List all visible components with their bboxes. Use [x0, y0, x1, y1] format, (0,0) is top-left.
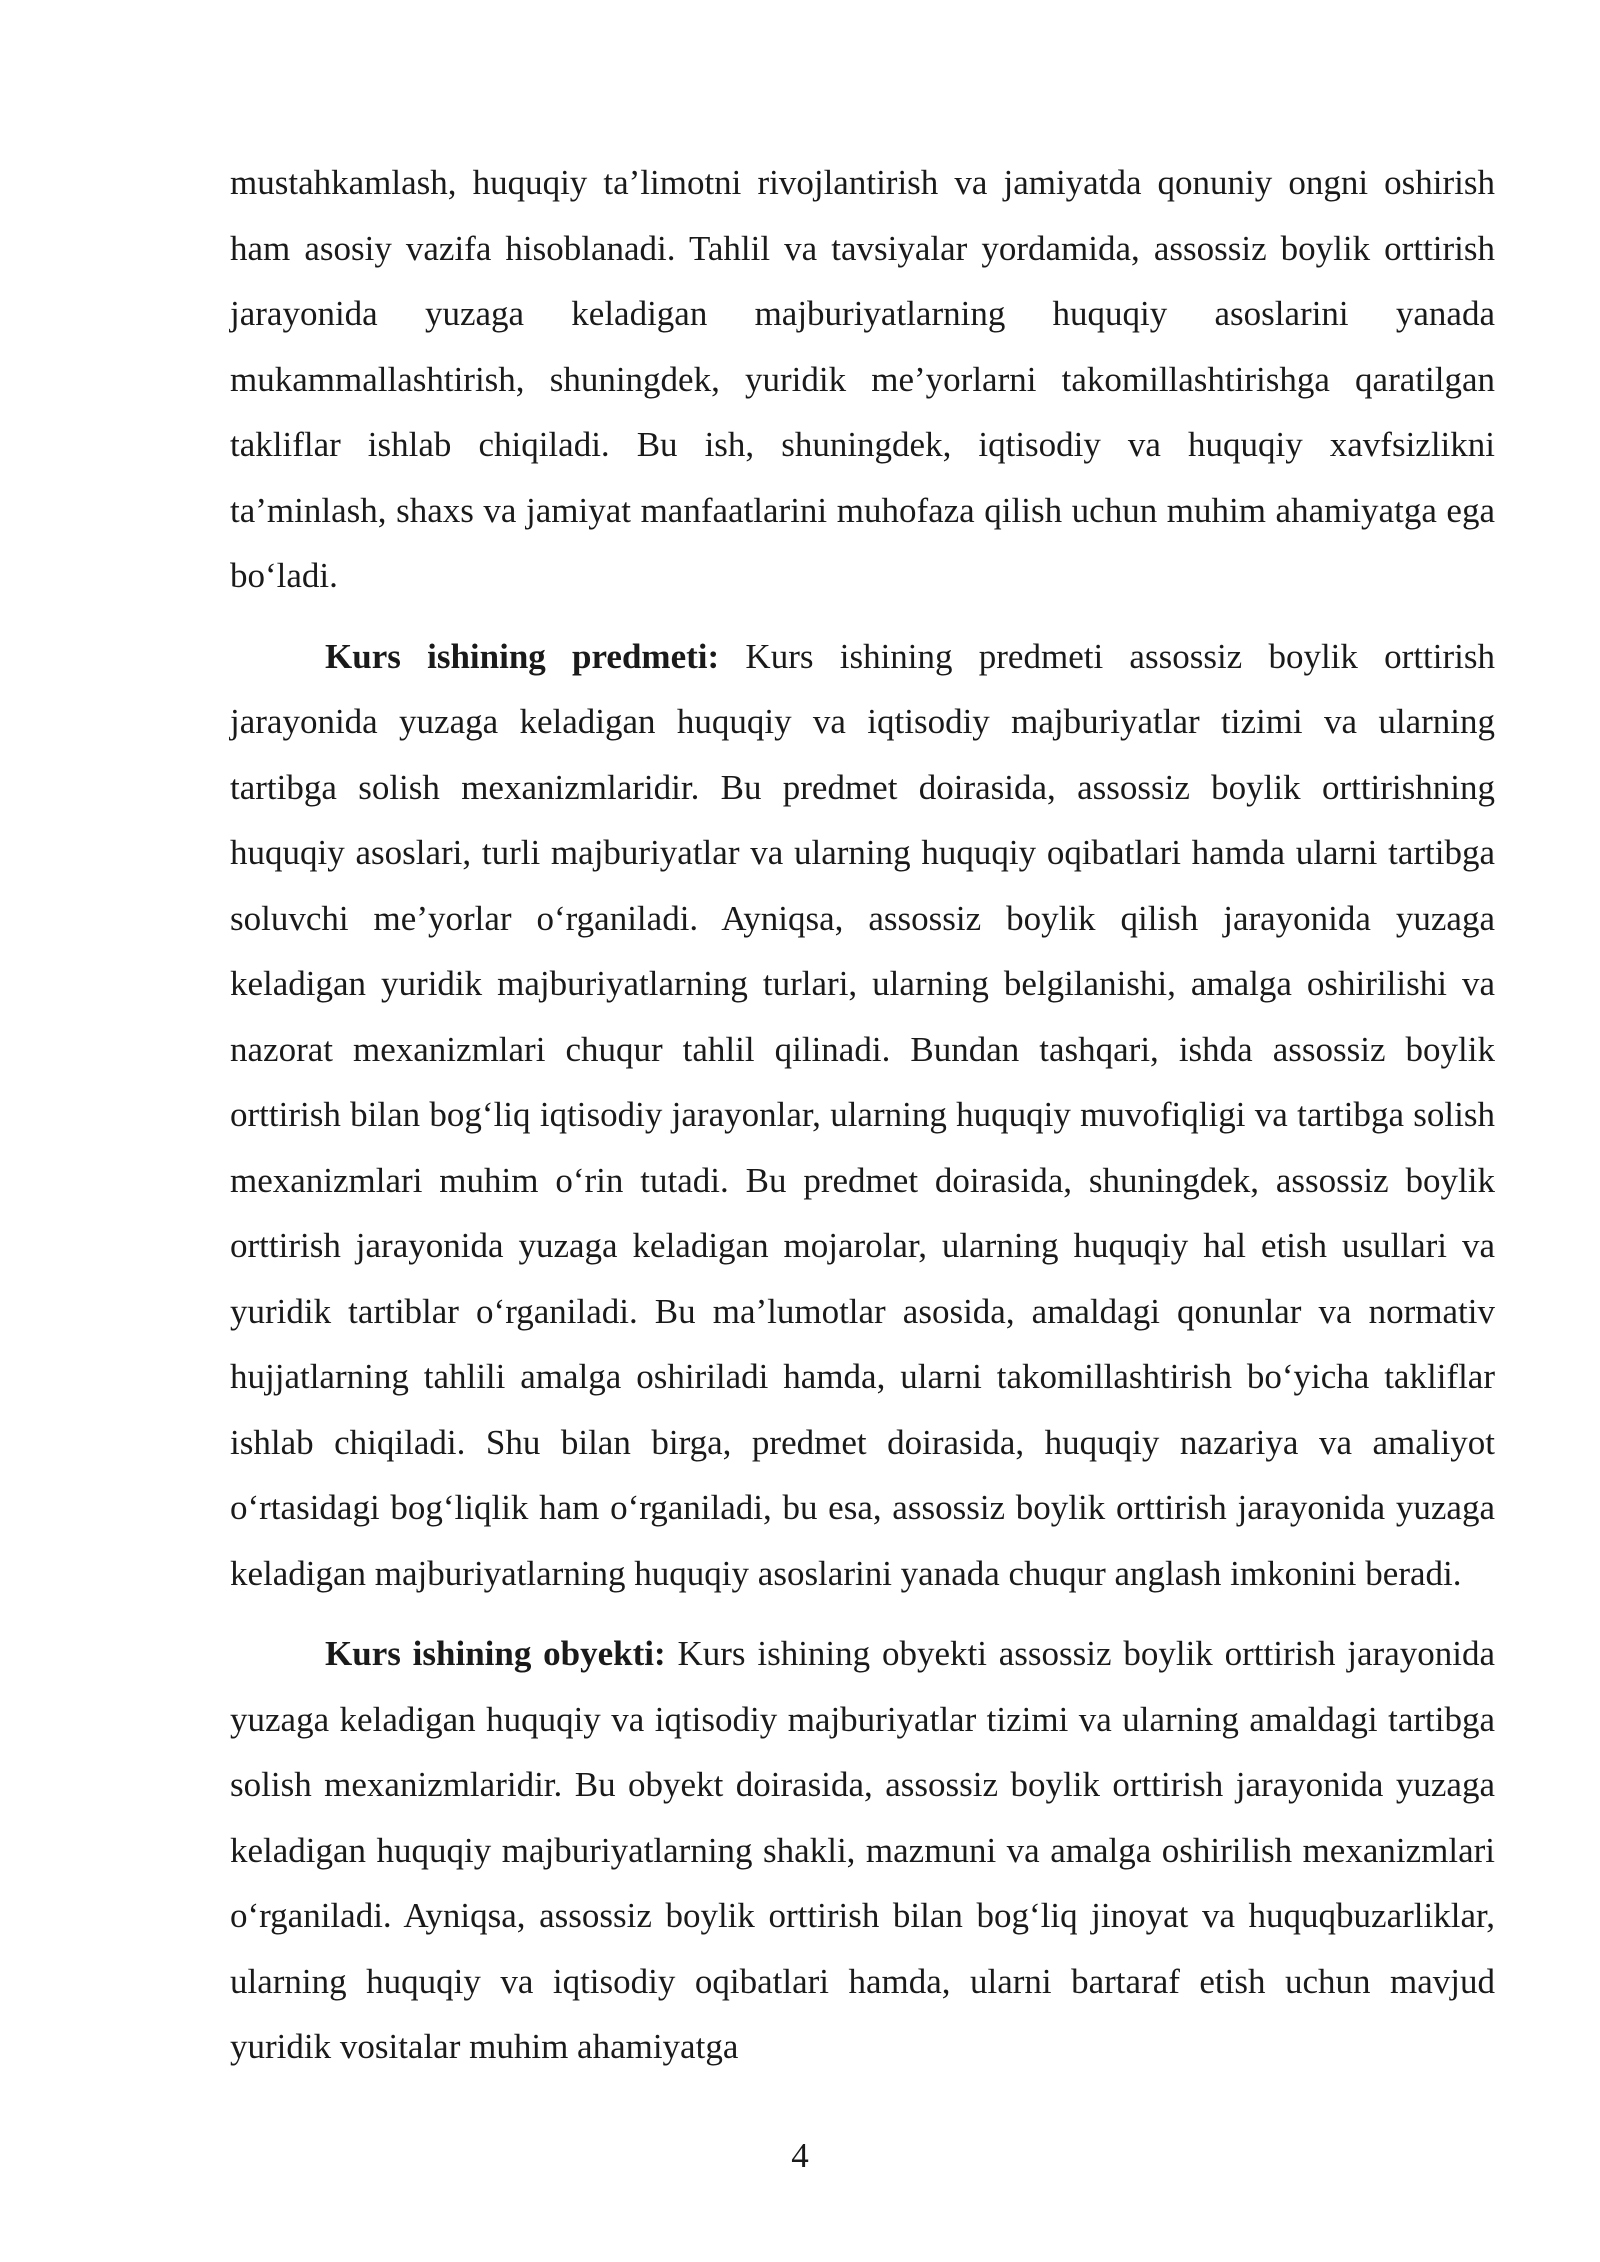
paragraph-subject [230, 624, 1495, 1607]
paragraph-object [230, 1621, 1495, 2080]
paragraph-intro [230, 150, 1495, 609]
page-number: 4 [791, 2136, 809, 2175]
paragraph-intro-text: mustahkamlash, huquqiy ta’limotni rivojlantirish va jamiyatda qonuniy ongni oshirish ham asosiy vazifa hisoblanadi. Tahlil va tavsiyalar yordamida, assossiz boylik orttirish jarayonida yuzaga keladigan majburiyatlarning huquqiy asoslarini yanada mukammallashtirish, shuningdek, yuridik me’yorlarni takomillashtirishga qaratilgan takliflar ishlab chiqiladi. Bu ish, shuningdek, iqtisodiy va huquqiy xavfsizlikni ta’minlash, shaxs va jamiyat manfaatlarini muhofaza qilish uchun muhim ahamiyatga ega bo‘ladi. [230, 163, 1495, 595]
object-text: Kurs ishining obyekti assossiz boylik orttirish jarayonida yuzaga keladigan huquqiy va iqtisodiy majburiyatlar tizimi va ularning amaldagi tartibga solish mexanizmlaridir. Bu obyekt doirasida, assossiz boylik orttirish jarayonida yuzaga keladigan huquqiy majburiyatlarning shakli, mazmuni va amalga oshirilish mexanizmlari o‘rganiladi. Ayniqsa, assossiz boylik orttirish bilan bog‘liq jinoyat va huquqbuzarliklar, ularning huquqiy va iqtisodiy oqibatlari hamda, ularni bartaraf etish uchun mavjud yuridik vositalar muhim ahamiyatga [230, 1634, 1495, 2066]
subject-heading: Kurs ishining predmeti: [325, 636, 720, 676]
subject-text: Kurs ishining predmeti assossiz boylik orttirish jarayonida yuzaga keladigan huquqiy va iqtisodiy majburiyatlar tizimi va ularning tartibga solish mexanizmlaridir. Bu predmet doirasida, assossiz boylik orttirishning huquqiy asoslari, turli majburiyatlar va ularning huquqiy oqibatlari hamda ularni tartibga soluvchi me’yorlar o‘rganiladi. Ayniqsa, assossiz boylik qilish jarayonida yuzaga keladigan yuridik majburiyatlarning turlari, ularning belgilanishi, amalga oshirilishi va nazorat mexanizmlari chuqur tahlil qilinadi. Bundan tashqari, ishda assossiz boylik orttirish bilan bog‘liq iqtisodiy jarayonlar, ularning huquqiy muvofiqligi va tartibga solish mexanizmlari muhim o‘rin tutadi. Bu predmet doirasida, shuningdek, assossiz boylik orttirish jarayonida yuzaga keladigan mojarolar, ularning huquqiy hal etish usullari va yuridik tartiblar o‘rganiladi. Bu ma’lumotlar asosida, amaldagi qonunlar va normativ hujjatlarning tahlili amalga oshiriladi hamda, ularni takomillashtirish bo‘yicha takliflar ishlab chiqiladi. Shu bilan birga, predmet doirasida, huquqiy nazariya va amaliyot o‘rtasidagi bog‘liqlik ham o‘rganiladi, bu esa, assossiz boylik orttirish jarayonida yuzaga keladigan majburiyatlarning huquqiy asoslarini yanada chuqur anglash imkonini beradi. [230, 636, 1495, 1593]
object-heading: Kurs ishining obyekti: [325, 1634, 666, 1673]
document-page [230, 150, 1495, 2080]
